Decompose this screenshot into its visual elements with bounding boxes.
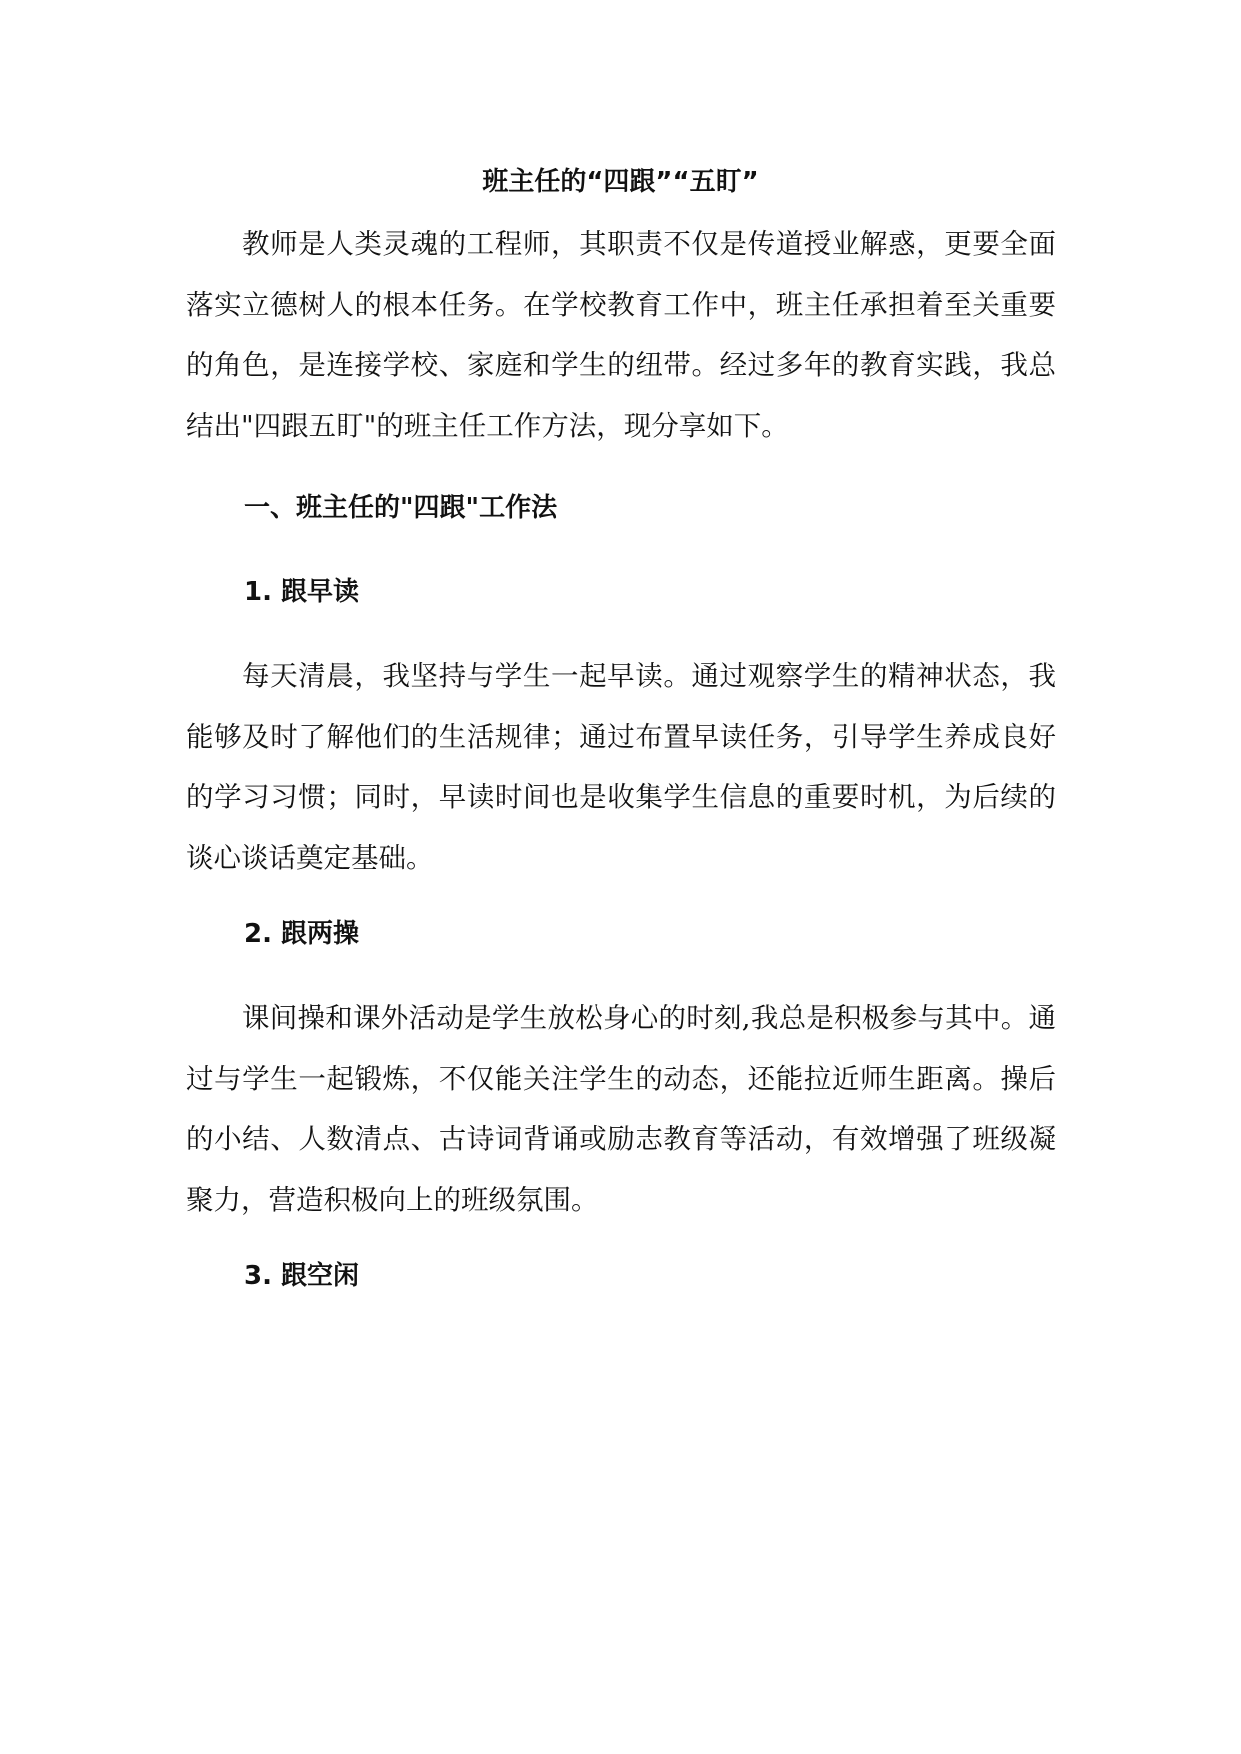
item-heading-two-exercises: 2. 跟两操 [244, 919, 360, 949]
paragraph-morning-reading: 每天清晨，我坚持与学生一起早读。通过观察学生的精神状态，我能够及时了解他们的生活规律；通过布置早读任务，引导学生养成良好的学习习惯；同时，早读时间也是收集学生信息的重要时机，为后续的谈心谈话奠定基础。 [186, 660, 1056, 874]
document-title: 班主任的“四跟”“五盯” [482, 167, 759, 197]
item-heading-morning-reading: 1. 跟早读 [244, 577, 360, 607]
section-heading-four-follow: 一、班主任的"四跟"工作法 [244, 493, 558, 523]
paragraph-two-exercises: 课间操和课外活动是学生放松身心的时刻,我总是积极参与其中。通过与学生一起锻炼，不仅能关注学生的动态，还能拉近师生距离。操后的小结、人数清点、古诗词背诵或励志教育等活动，有效增强了班级凝聚力，营造积极向上的班级氛围。 [186, 1002, 1056, 1216]
item-heading-free-time: 3. 跟空闲 [244, 1261, 360, 1291]
intro-paragraph: 教师是人类灵魂的工程师，其职责不仅是传道授业解惑，更要全面落实立德树人的根本任务。在学校教育工作中，班主任承担着至关重要的角色，是连接学校、家庭和学生的纽带。经过多年的教育实践，我总结出"四跟五盯"的班主任工作方法，现分享如下。 [186, 228, 1056, 442]
